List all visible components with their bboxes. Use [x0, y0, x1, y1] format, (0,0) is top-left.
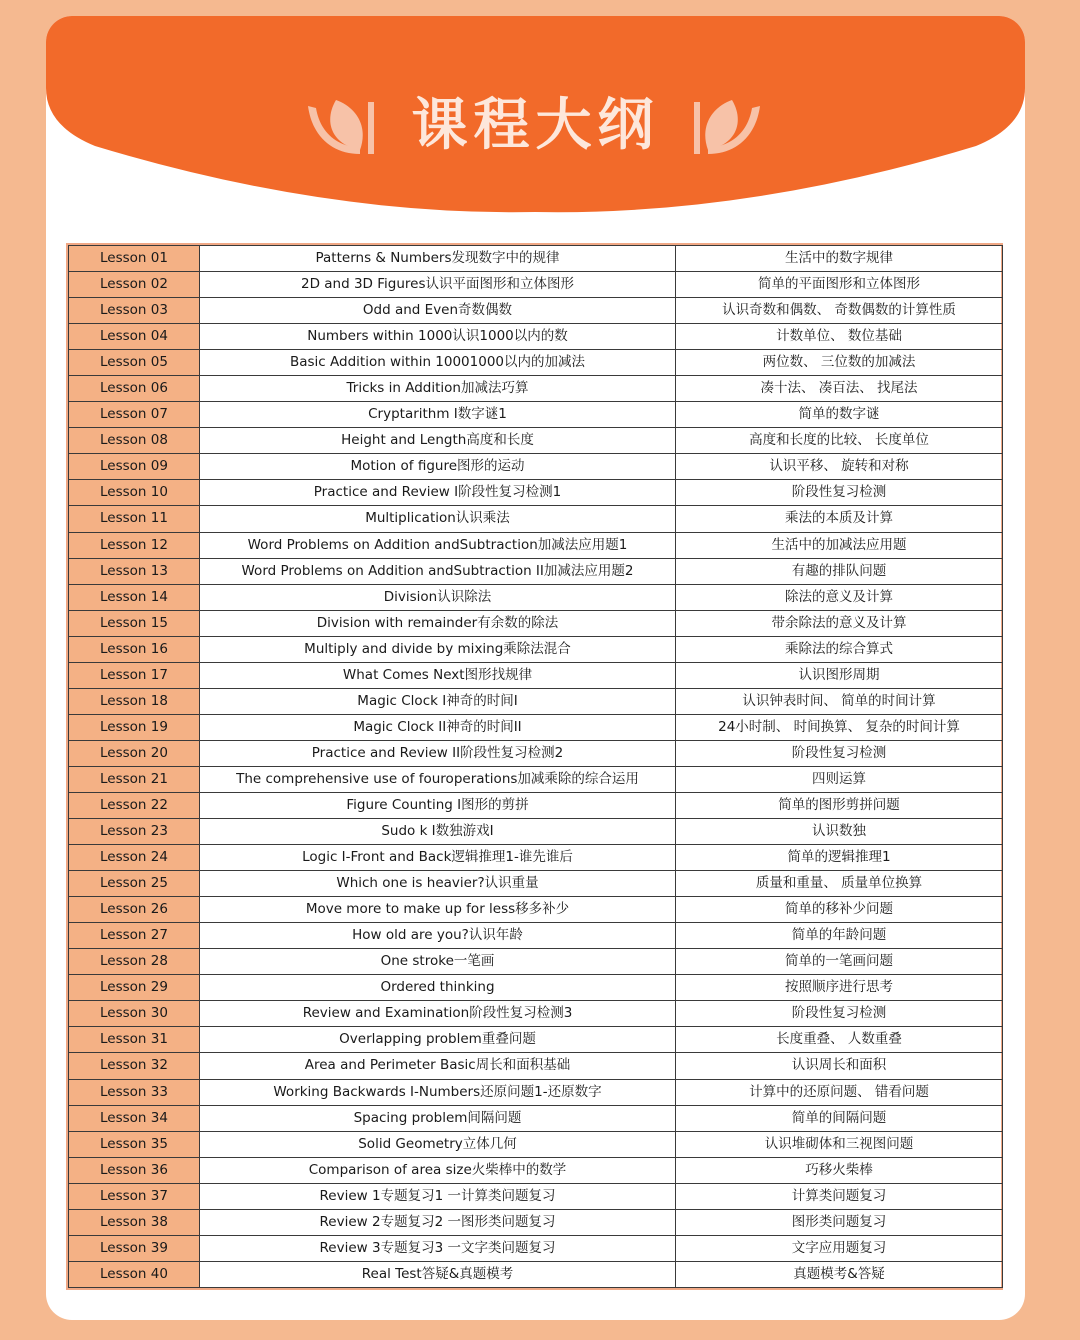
lesson-goal-cell: 计算类问题复习: [676, 1183, 1003, 1209]
lesson-topic-cell: Multiply and divide by mixing乘除法混合: [200, 636, 676, 662]
table-row: [69, 1001, 1003, 1027]
table-row: [69, 949, 1003, 975]
table-row: [69, 376, 1003, 402]
table-row: [69, 480, 1003, 506]
lesson-number-cell: Lesson 24: [69, 845, 200, 871]
table-row: [69, 871, 1003, 897]
lesson-topic-cell: What Comes Next图形找规律: [200, 662, 676, 688]
lesson-number-cell: Lesson 03: [69, 298, 200, 324]
lesson-topic-cell: Which one is heavier?认识重量: [200, 871, 676, 897]
lesson-topic-cell: Review 3专题复习3 一文字类问题复习: [200, 1235, 676, 1261]
lesson-goal-cell: 计算中的还原问题、 错看问题: [676, 1079, 1003, 1105]
lesson-topic-cell: Magic Clock II神奇的时间II: [200, 714, 676, 740]
table-row: [69, 1157, 1003, 1183]
lesson-table: [68, 245, 1003, 1288]
leaf-right-icon: [686, 96, 766, 160]
lesson-goal-cell: 生活中的数字规律: [676, 246, 1003, 272]
lesson-number-cell: Lesson 35: [69, 1131, 200, 1157]
lesson-number-cell: Lesson 20: [69, 740, 200, 766]
lesson-topic-cell: Motion of figure图形的运动: [200, 454, 676, 480]
table-row: [69, 1235, 1003, 1261]
lesson-goal-cell: 简单的年龄问题: [676, 923, 1003, 949]
lesson-topic-cell: Logic I-Front and Back逻辑推理1-谁先谁后: [200, 845, 676, 871]
lesson-topic-cell: Division with remainder有余数的除法: [200, 610, 676, 636]
lesson-goal-cell: 认识奇数和偶数、 奇数偶数的计算性质: [676, 298, 1003, 324]
lesson-number-cell: Lesson 05: [69, 350, 200, 376]
lesson-topic-cell: The comprehensive use of fouroperations加减乘除的综合运用: [200, 766, 676, 792]
lesson-number-cell: Lesson 36: [69, 1157, 200, 1183]
lesson-topic-cell: Practice and Review II阶段性复习检测2: [200, 740, 676, 766]
lesson-topic-cell: Review 1专题复习1 一计算类问题复习: [200, 1183, 676, 1209]
lesson-number-cell: Lesson 38: [69, 1209, 200, 1235]
lesson-goal-cell: 乘法的本质及计算: [676, 506, 1003, 532]
table-row: [69, 819, 1003, 845]
lesson-topic-cell: Cryptarithm I数字谜1: [200, 402, 676, 428]
lesson-goal-cell: 高度和长度的比较、 长度单位: [676, 428, 1003, 454]
table-row: [69, 1053, 1003, 1079]
lesson-goal-cell: 简单的一笔画问题: [676, 949, 1003, 975]
lesson-goal-cell: 除法的意义及计算: [676, 584, 1003, 610]
lesson-number-cell: Lesson 39: [69, 1235, 200, 1261]
lesson-goal-cell: 四则运算: [676, 766, 1003, 792]
lesson-topic-cell: Solid Geometry立体几何: [200, 1131, 676, 1157]
lesson-number-cell: Lesson 07: [69, 402, 200, 428]
lesson-number-cell: Lesson 15: [69, 610, 200, 636]
lesson-number-cell: Lesson 31: [69, 1027, 200, 1053]
lesson-number-cell: Lesson 12: [69, 532, 200, 558]
syllabus-card: [46, 16, 1025, 1320]
lesson-goal-cell: 图形类问题复习: [676, 1209, 1003, 1235]
table-row: [69, 1105, 1003, 1131]
lesson-goal-cell: 简单的逻辑推理1: [676, 845, 1003, 871]
lesson-number-cell: Lesson 02: [69, 272, 200, 298]
lesson-number-cell: Lesson 37: [69, 1183, 200, 1209]
lesson-goal-cell: 两位数、 三位数的加减法: [676, 350, 1003, 376]
lesson-goal-cell: 乘除法的综合算式: [676, 636, 1003, 662]
lesson-goal-cell: 认识数独: [676, 819, 1003, 845]
lesson-topic-cell: Basic Addition within 10001000以内的加减法: [200, 350, 676, 376]
lesson-goal-cell: 真题模考&答疑: [676, 1261, 1003, 1287]
lesson-topic-cell: Word Problems on Addition andSubtraction加减法应用题1: [200, 532, 676, 558]
table-row: [69, 350, 1003, 376]
table-row: [69, 610, 1003, 636]
lesson-goal-cell: 简单的平面图形和立体图形: [676, 272, 1003, 298]
lesson-topic-cell: Odd and Even奇数偶数: [200, 298, 676, 324]
lesson-goal-cell: 巧移火柴棒: [676, 1157, 1003, 1183]
lesson-topic-cell: Real Test答疑&真题模考: [200, 1261, 676, 1287]
lesson-number-cell: Lesson 11: [69, 506, 200, 532]
lesson-topic-cell: Spacing problem间隔问题: [200, 1105, 676, 1131]
lesson-topic-cell: Comparison of area size火柴棒中的数学: [200, 1157, 676, 1183]
lesson-number-cell: Lesson 33: [69, 1079, 200, 1105]
lesson-number-cell: Lesson 22: [69, 792, 200, 818]
lesson-topic-cell: Height and Length高度和长度: [200, 428, 676, 454]
table-row: [69, 428, 1003, 454]
lesson-number-cell: Lesson 08: [69, 428, 200, 454]
lesson-goal-cell: 阶段性复习检测: [676, 1001, 1003, 1027]
lesson-number-cell: Lesson 40: [69, 1261, 200, 1287]
lesson-topic-cell: Move more to make up for less移多补少: [200, 897, 676, 923]
table-row: [69, 688, 1003, 714]
lesson-goal-cell: 认识堆砌体和三视图问题: [676, 1131, 1003, 1157]
lesson-topic-cell: Overlapping problem重叠问题: [200, 1027, 676, 1053]
table-row: [69, 558, 1003, 584]
table-row: [69, 298, 1003, 324]
lesson-number-cell: Lesson 17: [69, 662, 200, 688]
lesson-number-cell: Lesson 09: [69, 454, 200, 480]
lesson-topic-cell: Figure Counting I图形的剪拼: [200, 792, 676, 818]
table-row: [69, 324, 1003, 350]
lesson-topic-cell: Numbers within 1000认识1000以内的数: [200, 324, 676, 350]
table-row: [69, 454, 1003, 480]
table-row: [69, 1183, 1003, 1209]
lesson-number-cell: Lesson 25: [69, 871, 200, 897]
table-row: [69, 246, 1003, 272]
lesson-goal-cell: 有趣的排队问题: [676, 558, 1003, 584]
lesson-number-cell: Lesson 28: [69, 949, 200, 975]
table-row: [69, 1131, 1003, 1157]
lesson-goal-cell: 阶段性复习检测: [676, 480, 1003, 506]
lesson-number-cell: Lesson 21: [69, 766, 200, 792]
table-row: [69, 1261, 1003, 1287]
lesson-number-cell: Lesson 27: [69, 923, 200, 949]
lesson-topic-cell: Working Backwards I-Numbers还原问题1-还原数字: [200, 1079, 676, 1105]
lesson-goal-cell: 带余除法的意义及计算: [676, 610, 1003, 636]
lesson-number-cell: Lesson 18: [69, 688, 200, 714]
table-row: [69, 923, 1003, 949]
lesson-goal-cell: 24小时制、 时间换算、 复杂的时间计算: [676, 714, 1003, 740]
lesson-goal-cell: 简单的间隔问题: [676, 1105, 1003, 1131]
lesson-goal-cell: 简单的移补少问题: [676, 897, 1003, 923]
table-row: [69, 792, 1003, 818]
lesson-topic-cell: Word Problems on Addition andSubtraction II加减法应用题2: [200, 558, 676, 584]
syllabus-table: [66, 243, 1003, 1290]
lesson-topic-cell: Magic Clock I神奇的时间I: [200, 688, 676, 714]
lesson-goal-cell: 认识钟表时间、 简单的时间计算: [676, 688, 1003, 714]
lesson-number-cell: Lesson 04: [69, 324, 200, 350]
table-row: [69, 1027, 1003, 1053]
lesson-goal-cell: 长度重叠、 人数重叠: [676, 1027, 1003, 1053]
lesson-topic-cell: One stroke一笔画: [200, 949, 676, 975]
lesson-goal-cell: 文字应用题复习: [676, 1235, 1003, 1261]
lesson-topic-cell: Practice and Review I阶段性复习检测1: [200, 480, 676, 506]
table-row: [69, 506, 1003, 532]
lesson-goal-cell: 认识图形周期: [676, 662, 1003, 688]
lesson-topic-cell: How old are you?认识年龄: [200, 923, 676, 949]
table-row: [69, 272, 1003, 298]
lesson-topic-cell: Review and Examination阶段性复习检测3: [200, 1001, 676, 1027]
lesson-number-cell: Lesson 26: [69, 897, 200, 923]
table-row: [69, 845, 1003, 871]
lesson-goal-cell: 简单的数字谜: [676, 402, 1003, 428]
lesson-goal-cell: 生活中的加减法应用题: [676, 532, 1003, 558]
table-row: [69, 532, 1003, 558]
lesson-table-body: [69, 246, 1003, 1288]
table-row: [69, 897, 1003, 923]
lesson-number-cell: Lesson 34: [69, 1105, 200, 1131]
lesson-number-cell: Lesson 10: [69, 480, 200, 506]
table-row: [69, 740, 1003, 766]
lesson-topic-cell: Tricks in Addition加减法巧算: [200, 376, 676, 402]
lesson-number-cell: Lesson 16: [69, 636, 200, 662]
lesson-topic-cell: Sudo k I数独游戏I: [200, 819, 676, 845]
lesson-goal-cell: 计数单位、 数位基础: [676, 324, 1003, 350]
lesson-goal-cell: 认识周长和面积: [676, 1053, 1003, 1079]
table-row: [69, 1209, 1003, 1235]
table-row: [69, 662, 1003, 688]
lesson-number-cell: Lesson 30: [69, 1001, 200, 1027]
table-row: [69, 636, 1003, 662]
lesson-goal-cell: 阶段性复习检测: [676, 740, 1003, 766]
lesson-topic-cell: Ordered thinking: [200, 975, 676, 1001]
lesson-number-cell: Lesson 14: [69, 584, 200, 610]
lesson-topic-cell: 2D and 3D Figures认识平面图形和立体图形: [200, 272, 676, 298]
table-row: [69, 1079, 1003, 1105]
lesson-topic-cell: Area and Perimeter Basic周长和面积基础: [200, 1053, 676, 1079]
lesson-goal-cell: 凑十法、 凑百法、 找尾法: [676, 376, 1003, 402]
lesson-number-cell: Lesson 23: [69, 819, 200, 845]
lesson-number-cell: Lesson 19: [69, 714, 200, 740]
table-row: [69, 714, 1003, 740]
lesson-goal-cell: 简单的图形剪拼问题: [676, 792, 1003, 818]
lesson-goal-cell: 认识平移、 旋转和对称: [676, 454, 1003, 480]
lesson-goal-cell: 按照顺序进行思考: [676, 975, 1003, 1001]
lesson-number-cell: Lesson 32: [69, 1053, 200, 1079]
table-row: [69, 584, 1003, 610]
lesson-topic-cell: Multiplication认识乘法: [200, 506, 676, 532]
lesson-number-cell: Lesson 06: [69, 376, 200, 402]
lesson-topic-cell: Division认识除法: [200, 584, 676, 610]
lesson-number-cell: Lesson 29: [69, 975, 200, 1001]
page-title: 课程大纲: [411, 93, 660, 158]
lesson-topic-cell: Review 2专题复习2 一图形类问题复习: [200, 1209, 676, 1235]
lesson-goal-cell: 质量和重量、 质量单位换算: [676, 871, 1003, 897]
table-row: [69, 766, 1003, 792]
lesson-number-cell: Lesson 01: [69, 246, 200, 272]
table-row: [69, 975, 1003, 1001]
lesson-number-cell: Lesson 13: [69, 558, 200, 584]
lesson-topic-cell: Patterns & Numbers发现数字中的规律: [200, 246, 676, 272]
table-row: [69, 402, 1003, 428]
